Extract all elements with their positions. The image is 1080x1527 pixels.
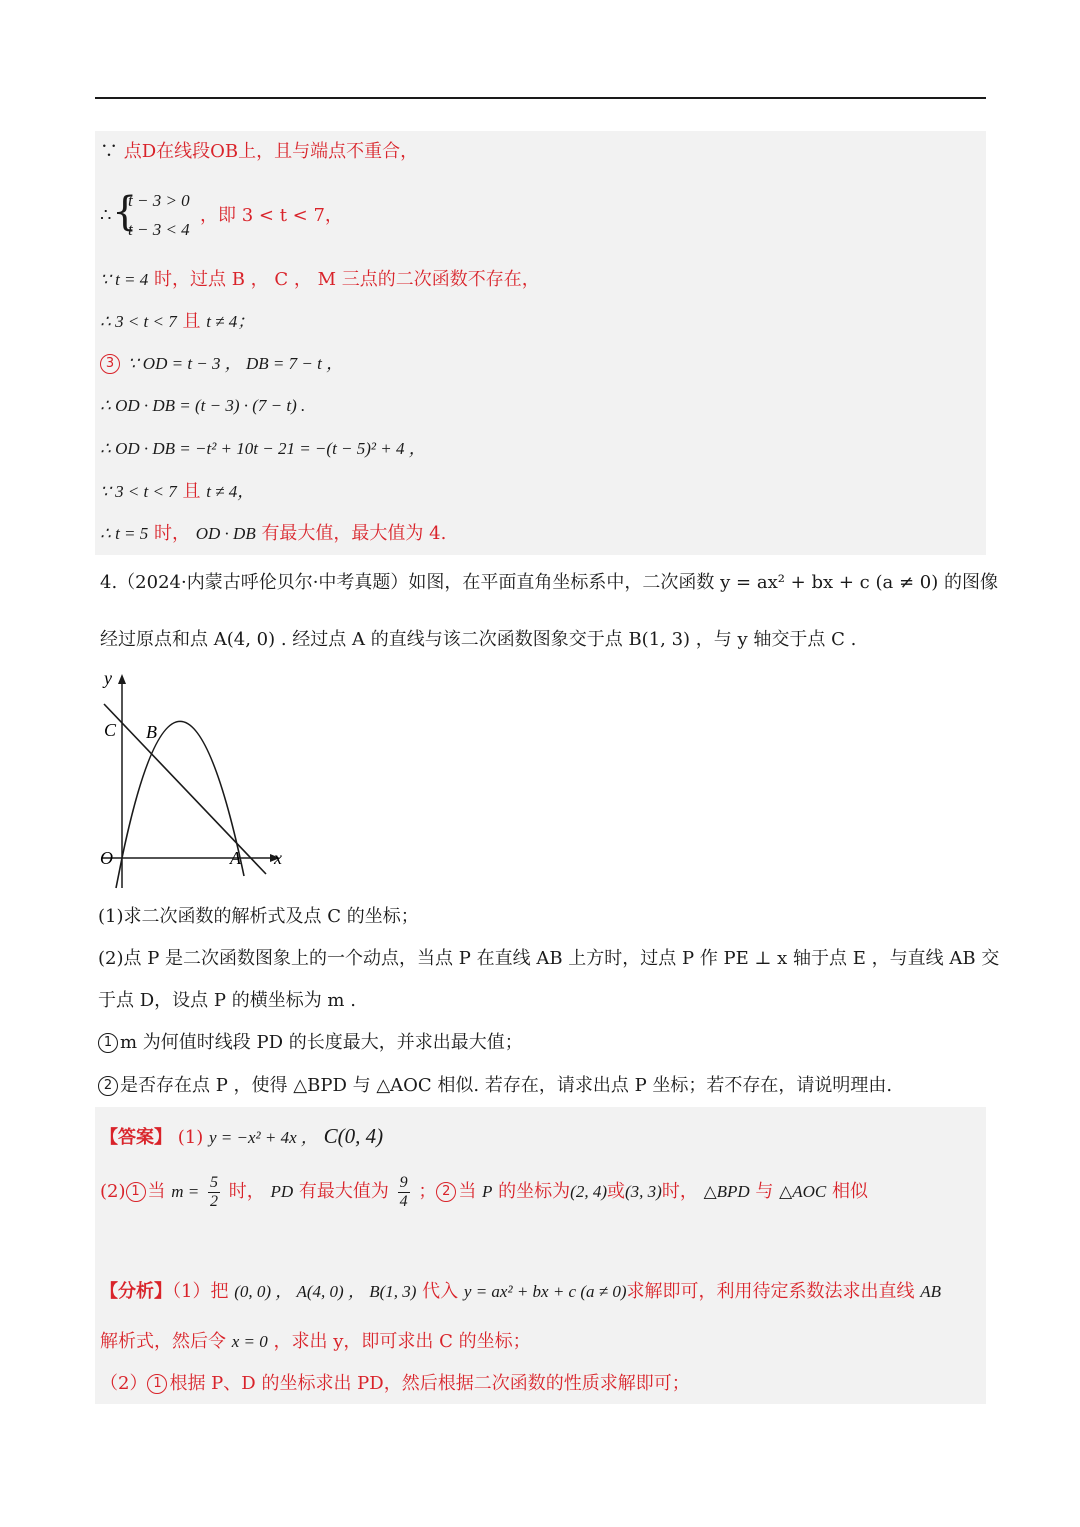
answer-text: 与 bbox=[755, 1181, 774, 1202]
math-expr: ∴ 3 < t < 7 bbox=[100, 312, 177, 331]
because-symbol: ∵ bbox=[100, 141, 118, 162]
answer-point-c: C(0, 4) bbox=[323, 1124, 384, 1148]
answer-coord: (2, 4) bbox=[570, 1182, 607, 1201]
label-c: C bbox=[104, 720, 117, 740]
math-expr: t ≠ 4； bbox=[206, 312, 255, 331]
solution-line-4 bbox=[100, 310, 254, 334]
question-part-2b: 于点 D，设点 P 的横坐标为 m . bbox=[98, 990, 356, 1011]
circled-two-icon: 2 bbox=[98, 1076, 118, 1096]
math-expr: ∴ t = 5 bbox=[100, 524, 149, 543]
y-axis-arrow-icon bbox=[118, 674, 126, 684]
question-part-4 bbox=[98, 1074, 892, 1098]
circled-two-icon: 2 bbox=[436, 1182, 456, 1202]
denominator: 4 bbox=[399, 1192, 408, 1210]
analysis-expr: x = 0 bbox=[231, 1332, 268, 1351]
analysis-text: 求解即可，利用待定系数法求出直线 bbox=[626, 1281, 915, 1302]
solution-line-7 bbox=[100, 437, 426, 461]
answer-text: 有最大值为 bbox=[298, 1181, 389, 1202]
math-expr: OD · DB bbox=[195, 524, 256, 543]
answer-expr: y = −x² + 4x ， bbox=[208, 1128, 318, 1147]
circled-one-icon: 1 bbox=[98, 1033, 118, 1053]
question-line-2: 经过原点和点 A(4, 0) . 经过点 A 的直线与该二次函数图象交于点 B(1, 3) ，与 y 轴交于点 C . bbox=[100, 629, 857, 650]
numerator: 9 bbox=[399, 1173, 408, 1191]
math-expr: ∵ t = 4 bbox=[100, 270, 149, 289]
solution-line-3 bbox=[100, 268, 540, 292]
line-ab bbox=[104, 704, 266, 874]
label-x: x bbox=[274, 848, 282, 868]
math-expr: t ≠ 4， bbox=[206, 482, 255, 501]
solution-line-1 bbox=[100, 140, 418, 164]
brace-top: t − 3 > 0 bbox=[128, 191, 190, 210]
answer-text: ； bbox=[418, 1181, 437, 1202]
analysis-expr: AB bbox=[920, 1282, 942, 1301]
answer-text: 时， bbox=[661, 1181, 698, 1202]
answer-expr: △AOC bbox=[779, 1182, 827, 1201]
solution-text: 有最大值，最大值为 4. bbox=[261, 523, 447, 544]
solution-line-5 bbox=[100, 352, 343, 376]
analysis-text: 根据 P、D 的坐标求出 PD，然后根据二次函数的性质求解即可； bbox=[169, 1373, 690, 1394]
answer-text: 相似 bbox=[831, 1181, 868, 1202]
therefore-symbol: ∴ bbox=[100, 205, 112, 226]
analysis-line-3 bbox=[100, 1372, 690, 1396]
denominator: 2 bbox=[209, 1192, 218, 1210]
answer-text: 时， bbox=[228, 1181, 265, 1202]
answer-panel bbox=[95, 1107, 986, 1404]
analysis-text: 代入 bbox=[422, 1281, 459, 1302]
solution-line-8 bbox=[100, 480, 254, 504]
function-graph bbox=[96, 666, 296, 896]
answer-text: 的坐标为 bbox=[498, 1181, 571, 1202]
solution-text: 时，过点 B ， C ， M 三点的二次函数不存在， bbox=[154, 269, 540, 290]
analysis-text: ，求出 y，即可求出 C 的坐标； bbox=[273, 1331, 531, 1352]
circled-number-icon: 3 bbox=[100, 354, 120, 374]
solution-text: 时， bbox=[154, 523, 190, 544]
analysis-tag: 【分析】 bbox=[100, 1281, 172, 1302]
solution-text: 且 bbox=[182, 481, 201, 502]
question-part-4-text: 是否存在点 P ，使得 △BPD 与 △AOC 相似. 若存在，请求出点 P 坐标；若不存在，请说明理由. bbox=[120, 1075, 893, 1096]
fraction-nine-quarters bbox=[398, 1174, 410, 1211]
header-rule bbox=[95, 97, 986, 99]
circled-one-icon: 1 bbox=[147, 1374, 167, 1394]
question-part-1: (1)求二次函数的解析式及点 C 的坐标； bbox=[98, 906, 419, 927]
answer-coord: (3, 3) bbox=[625, 1182, 662, 1201]
parabola-curve bbox=[116, 721, 244, 888]
label-y: y bbox=[104, 668, 112, 688]
answer-text: 当 bbox=[458, 1181, 477, 1202]
answer-line-1 bbox=[100, 1124, 383, 1150]
analysis-expr: y = ax² + bx + c (a ≠ 0) bbox=[463, 1282, 627, 1301]
answer-text: 或 bbox=[607, 1181, 625, 1202]
solution-text: 且 bbox=[182, 311, 201, 332]
analysis-expr: (0, 0) ， A(4, 0) ， B(1, 3) bbox=[234, 1282, 417, 1301]
analysis-text: 解析式，然后令 bbox=[100, 1331, 226, 1352]
circled-one-icon: 1 bbox=[126, 1182, 146, 1202]
math-expr: ∵ 3 < t < 7 bbox=[100, 482, 177, 501]
label-o: O bbox=[100, 848, 113, 868]
solution-line-9 bbox=[100, 522, 446, 546]
label-b: B bbox=[146, 722, 157, 742]
label-a: A bbox=[230, 848, 241, 868]
solution-text: 点D在线段OB上，且与端点不重合， bbox=[123, 141, 419, 162]
answer-tag: 【答案】 bbox=[100, 1127, 172, 1148]
brace-bottom: t − 3 < 4 bbox=[128, 220, 190, 239]
answer-part-label: (2) bbox=[100, 1181, 126, 1202]
analysis-line-2 bbox=[100, 1330, 531, 1354]
question-part-3-text: m 为何值时线段 PD 的长度最大，并求出最大值； bbox=[120, 1032, 523, 1053]
brace-suffix: ，即 3 < t < 7， bbox=[200, 205, 343, 226]
answer-expr: △BPD bbox=[703, 1182, 750, 1201]
answer-part-label: (1) bbox=[177, 1127, 204, 1148]
question-part-2a: (2)点 P 是二次函数图象上的一个动点，当点 P 在直线 AB 上方时，过点 P 作 PE ⊥ x 轴于点 E ，与直线 AB 交 bbox=[98, 948, 1000, 969]
brace-icon: { bbox=[112, 189, 138, 235]
math-expr: ∴ OD · DB = −t² + 10t − 21 = −(t − 5)² + 4 ， bbox=[100, 439, 426, 458]
analysis-line-1 bbox=[100, 1280, 941, 1304]
math-expr: ∵ OD = t − 3 ， DB = 7 − t ， bbox=[127, 354, 344, 373]
math-expr: ∴ OD · DB = (t − 3) · (7 − t) . bbox=[100, 396, 306, 415]
answer-expr: PD bbox=[270, 1182, 294, 1201]
answer-text: 当 bbox=[147, 1181, 166, 1202]
numerator: 5 bbox=[209, 1173, 218, 1191]
solution-line-6 bbox=[100, 394, 305, 418]
answer-line-2 bbox=[100, 1172, 868, 1212]
analysis-text: （1）把 bbox=[172, 1281, 229, 1302]
answer-expr: m = bbox=[171, 1182, 200, 1201]
fraction-five-halves bbox=[208, 1174, 220, 1211]
analysis-text: （2） bbox=[100, 1373, 148, 1394]
answer-expr: P bbox=[482, 1182, 493, 1201]
question-part-3 bbox=[98, 1031, 523, 1055]
question-line-1: 4.（2024·内蒙古呼伦贝尔·中考真题）如图，在平面直角坐标系中，二次函数 y = ax² + bx + c (a ≠ 0) 的图像 bbox=[100, 572, 998, 593]
